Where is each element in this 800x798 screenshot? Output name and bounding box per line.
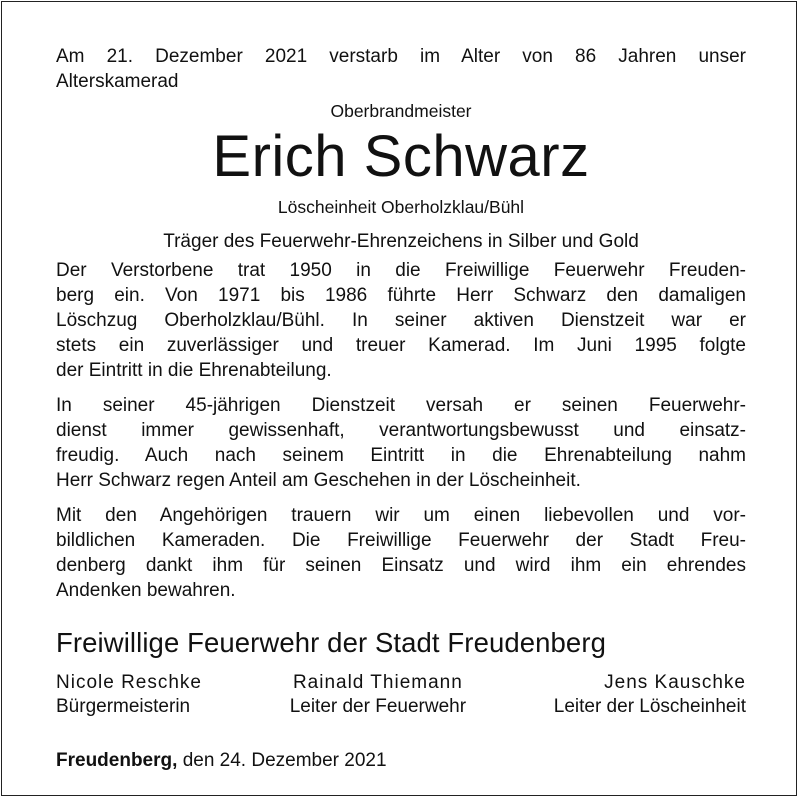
paragraph-line: stets ein zuverlässiger und treuer Kamerad. Im Juni 1995 folgte (56, 335, 746, 356)
paragraph-line: In seiner 45-jährigen Dienstzeit versah er seinen Feuerwehr- (56, 395, 746, 416)
paragraph-line: berg ein. Von 1971 bis 1986 führte Herr Schwarz den damaligen (56, 285, 746, 306)
paragraph-line: bildlichen Kameraden. Die Freiwillige Feuerwehr der Stadt Freu- (56, 530, 746, 551)
signer-mayor (56, 671, 202, 719)
paragraph-line: Andenken bewahren. (56, 580, 236, 601)
deceased-rank: Oberbrandmeister (330, 101, 472, 121)
paragraph-line: freudig. Auch nach seinem Eintritt in die Ehrenabteilung nahm (56, 445, 746, 466)
dateline-date: den 24. Dezember 2021 (182, 750, 387, 771)
dateline (56, 749, 746, 773)
signer-unit-leader (554, 671, 746, 719)
organization-name: Freiwillige Feuerwehr der Stadt Freudenberg (56, 627, 606, 658)
paragraph-3 (56, 503, 746, 603)
paragraph-line: Der Verstorbene trat 1950 in die Freiwillige Feuerwehr Freuden- (56, 260, 746, 281)
signer-title: Leiter der Feuerwehr (289, 696, 467, 717)
paragraph-line: Mit den Angehörigen trauern wir um einen liebevollen und vor- (56, 505, 746, 526)
paragraph-line: Herr Schwarz regen Anteil am Geschehen in der Löscheinheit. (56, 470, 581, 491)
intro-text (56, 44, 746, 94)
signer-name: Nicole Reschke (56, 672, 202, 693)
obituary-notice (56, 44, 746, 773)
paragraph-line: Löschzug Oberholzklau/Bühl. In seiner aktiven Dienstzeit war er (56, 310, 746, 331)
signers-row (56, 671, 746, 719)
paragraph-line: dienst immer gewissenhaft, verantwortungsbewusst und einsatz- (56, 420, 746, 441)
paragraph-line: denberg dankt ihm für seinen Einsatz und wird ihm ein ehrendes (56, 555, 746, 576)
deceased-unit: Löscheinheit Oberholzklau/Bühl (277, 197, 525, 217)
intro-line-2: Alterskamerad (56, 71, 179, 92)
signer-fire-chief (290, 671, 466, 719)
intro-line-1: Am 21. Dezember 2021 verstarb im Alter von 86 Jahren unser (56, 46, 746, 67)
deceased-name: Erich Schwarz (212, 124, 590, 189)
signer-name: Jens Kauschke (604, 672, 746, 693)
paragraph-line: der Eintritt in die Ehrenabteilung. (56, 360, 332, 381)
signer-name: Rainald Thiemann (292, 672, 463, 693)
dateline-place: Freudenberg, (56, 750, 178, 771)
paragraph-2 (56, 393, 746, 493)
paragraph-1 (56, 258, 746, 383)
signer-title: Bürgermeisterin (56, 696, 191, 717)
signer-title: Leiter der Löscheinheit (553, 696, 746, 717)
deceased-honor: Träger des Feuerwehr-Ehrenzeichens in Silber und Gold (163, 231, 639, 252)
